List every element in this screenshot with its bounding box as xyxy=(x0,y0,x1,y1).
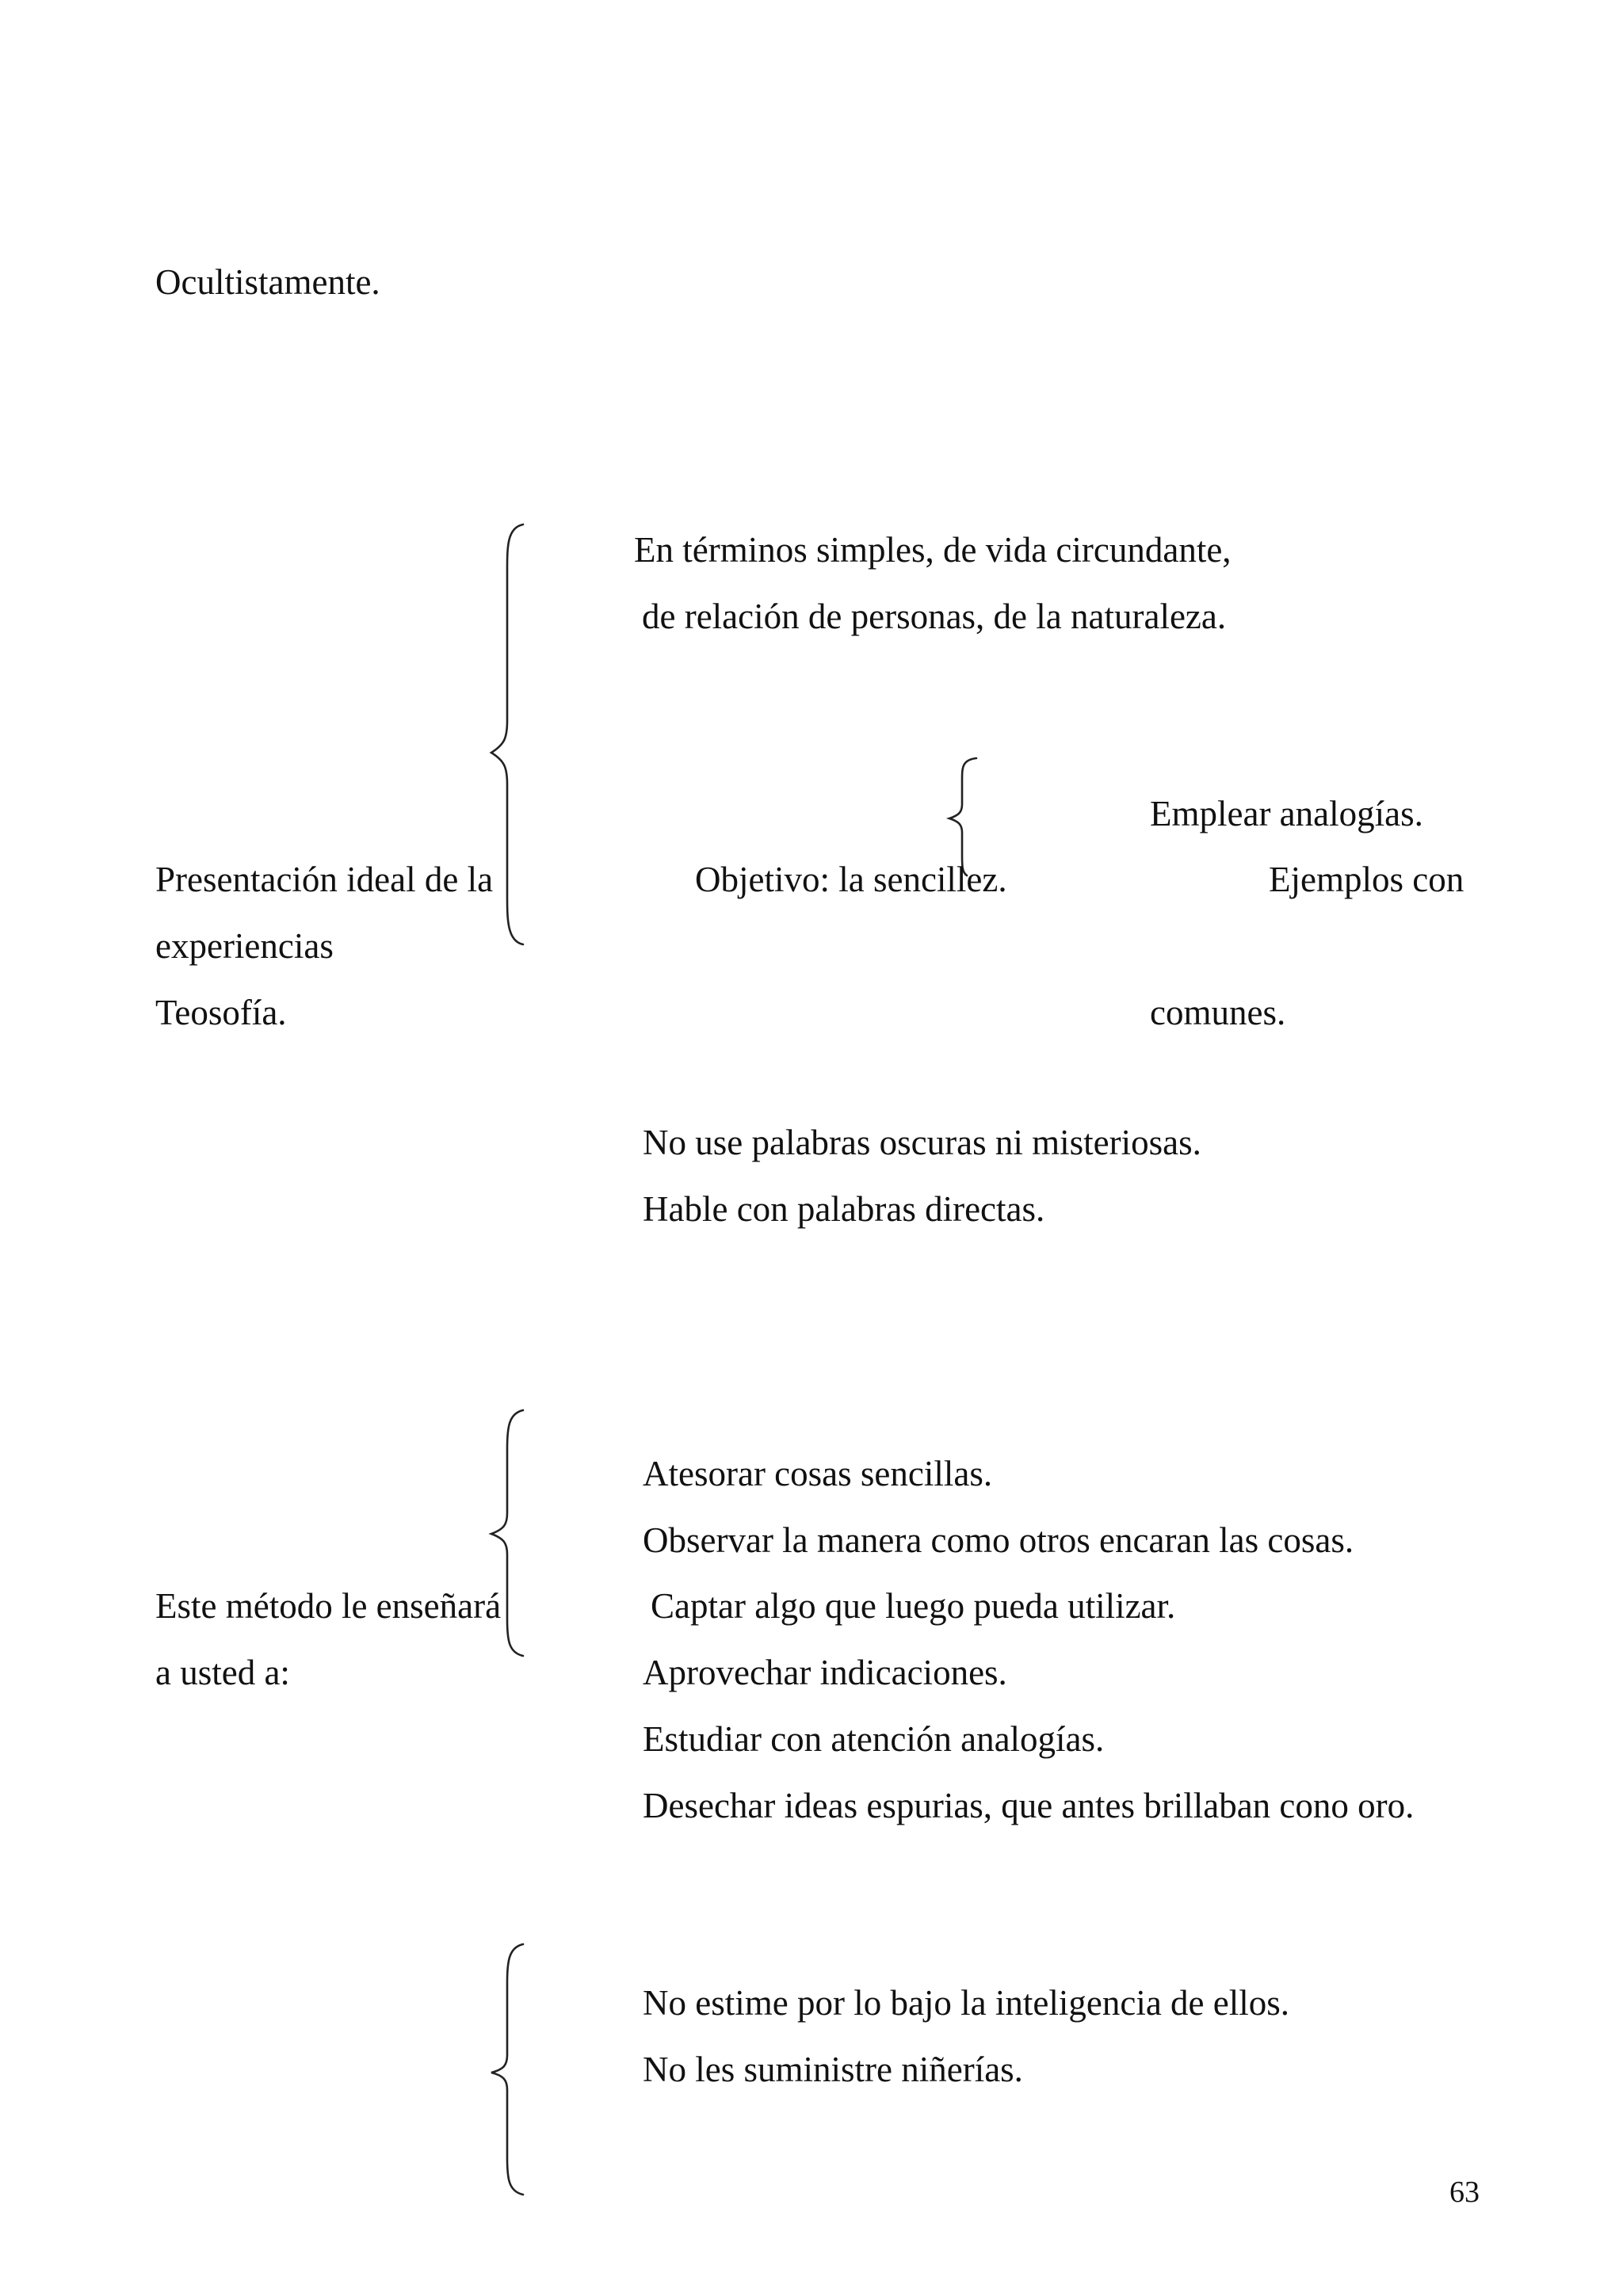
section3-item-1: No estime por lo bajo la inteligencia de ellos. xyxy=(643,1983,1290,2023)
section2-left-line2: a usted a: xyxy=(155,1653,290,1692)
sub-item-comunes: comunes. xyxy=(1150,993,1286,1032)
list-item-1: Atesorar cosas sencillas. xyxy=(643,1454,993,1493)
section2-left-line1: Este método le enseñará xyxy=(155,1586,502,1626)
brace-section3 xyxy=(483,1943,531,2199)
sub-item-ejemplos: Ejemplos con xyxy=(1269,860,1465,899)
section3-item-2: No les suministre niñerías. xyxy=(643,2050,1023,2089)
section1-left-line2: experiencias xyxy=(155,926,334,966)
section1-left-line1: Presentación ideal de la xyxy=(155,860,494,899)
section1-right-top-line1: En términos simples, de vida circundante, xyxy=(634,530,1232,570)
list-item-3: Captar algo que luego pueda utilizar. xyxy=(651,1586,1176,1626)
list-item-2: Observar la manera como otros encaran las cosas. xyxy=(643,1520,1354,1560)
section1-right-top-line2: de relación de personas, de la naturaleza. xyxy=(642,597,1227,636)
objective-text: Objetivo: la sencillez. xyxy=(695,860,1007,899)
list-item-6: Desechar ideas espurias, que antes brillaban cono oro. xyxy=(643,1786,1415,1825)
sub-item-emplear-analogias: Emplear analogías. xyxy=(1150,794,1423,833)
list-item-4: Aprovechar indicaciones. xyxy=(643,1653,1007,1692)
list-item-5: Estudiar con atención analogías. xyxy=(643,1719,1105,1759)
section1-left-line3: Teosofía. xyxy=(155,993,287,1032)
section1-right-bottom-line2: Hable con palabras directas. xyxy=(643,1189,1045,1229)
page-number: 63 xyxy=(1449,2176,1480,2209)
heading: Ocultistamente. xyxy=(155,262,380,302)
section1-right-bottom-line1: No use palabras oscuras ni misteriosas. xyxy=(643,1123,1201,1162)
